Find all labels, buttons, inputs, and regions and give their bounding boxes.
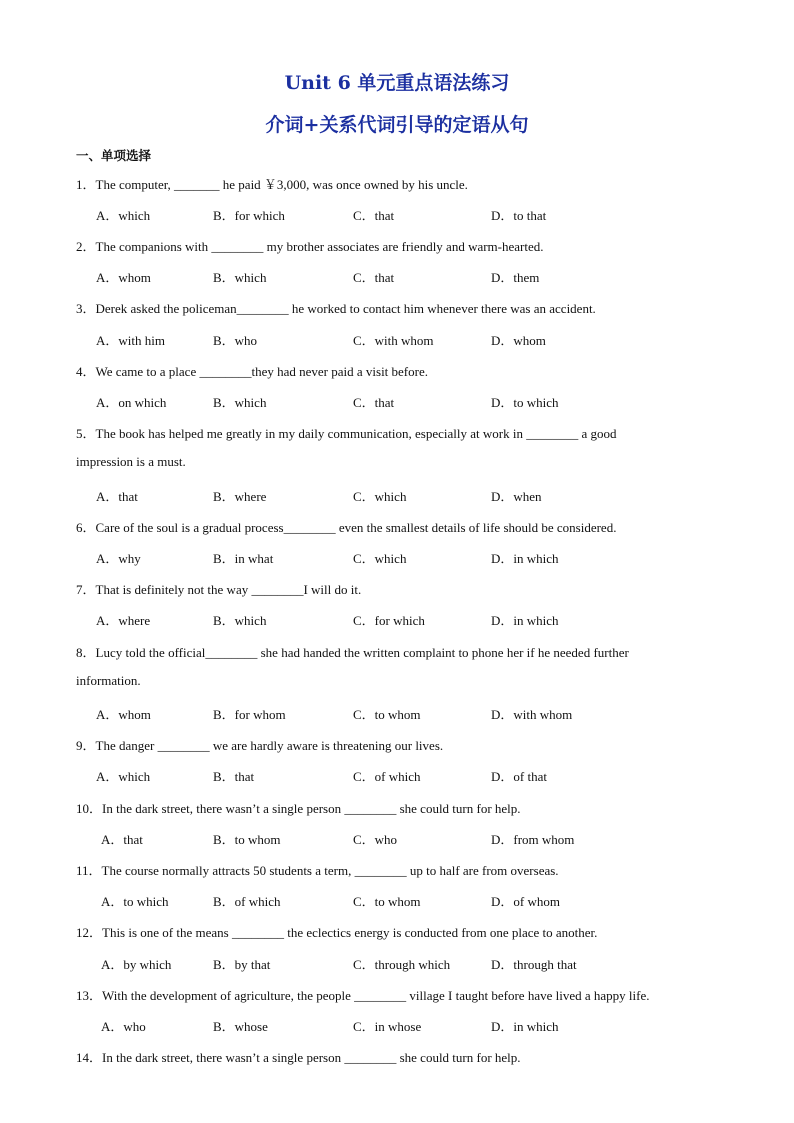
question-text: information.	[76, 673, 141, 688]
question-text: 11．The course normally attracts 50 students a term, ________ up to half are from overseas.	[76, 863, 559, 878]
question-text: 3．Derek asked the policeman________ he worked to contact him whenever there was an accident.	[76, 301, 596, 316]
answer-option[interactable]: B．to whom	[213, 832, 281, 847]
answer-option[interactable]: D．through that	[491, 957, 577, 972]
answer-option[interactable]: D．them	[491, 270, 540, 285]
question-text: 6．Care of the soul is a gradual process________ even the smallest details of life should be considered.	[76, 520, 617, 535]
answer-option[interactable]: D．of whom	[491, 894, 560, 909]
answer-option[interactable]: B．of which	[213, 894, 281, 909]
answer-option[interactable]: B．that	[213, 769, 255, 784]
answer-option[interactable]: A．to which	[101, 894, 169, 909]
question-text: 14．In the dark street, there wasn’t a single person ________ she could turn for help.	[76, 1050, 521, 1065]
answer-option[interactable]: A．who	[101, 1019, 146, 1034]
answer-option[interactable]: A．by which	[101, 957, 172, 972]
answer-option[interactable]: D．of that	[491, 769, 547, 784]
question-text: 1．The computer, _______ he paid ￥3,000, was once owned by his uncle.	[76, 177, 468, 192]
answer-option[interactable]: B．in what	[213, 551, 274, 566]
answer-option[interactable]: B．which	[213, 270, 267, 285]
question-text: 8．Lucy told the official________ she had handed the written complaint to phone her if he needed further	[76, 645, 629, 660]
answer-option[interactable]: A．that	[101, 832, 143, 847]
answer-option[interactable]: D．in which	[491, 1019, 559, 1034]
answer-option[interactable]: A．whom	[96, 707, 151, 722]
page-title: Unit 6 单元重点语法练习	[284, 72, 510, 94]
answer-option[interactable]: D．in which	[491, 613, 559, 628]
answer-option[interactable]: A．that	[96, 489, 138, 504]
question-text: 10．In the dark street, there wasn’t a single person ________ she could turn for help.	[76, 801, 521, 816]
question-text: 7．That is definitely not the way ________I will do it.	[76, 582, 362, 597]
question-text: 12．This is one of the means ________ the eclectics energy is conducted from one place to another.	[76, 925, 598, 940]
answer-option[interactable]: C．in whose	[353, 1019, 422, 1034]
question-text: 13．With the development of agriculture, the people ________ village I taught before have lived a happy life.	[76, 988, 650, 1003]
answer-option[interactable]: C．that	[353, 208, 395, 223]
answer-option[interactable]: D．when	[491, 489, 542, 504]
answer-option[interactable]: A．on which	[96, 395, 167, 410]
answer-option[interactable]: B．for which	[213, 208, 285, 223]
question-text: 2．The companions with ________ my brother associates are friendly and warm-hearted.	[76, 239, 544, 254]
answer-option[interactable]: A．why	[96, 551, 141, 566]
answer-option[interactable]: B．which	[213, 613, 267, 628]
answer-option[interactable]: C．which	[353, 551, 407, 566]
answer-option[interactable]: A．where	[96, 613, 151, 628]
answer-option[interactable]: B．whose	[213, 1019, 268, 1034]
question-text: 4．We came to a place ________they had never paid a visit before.	[76, 364, 428, 379]
answer-option[interactable]: B．which	[213, 395, 267, 410]
question-text: 5．The book has helped me greatly in my daily communication, especially at work in ________ a good	[76, 426, 617, 441]
answer-option[interactable]: A．with him	[96, 333, 165, 348]
answer-option[interactable]: D．in which	[491, 551, 559, 566]
answer-option[interactable]: C．which	[353, 489, 407, 504]
answer-option[interactable]: C．with whom	[353, 333, 434, 348]
answer-option[interactable]: C．of which	[353, 769, 421, 784]
answer-option[interactable]: A．which	[96, 769, 151, 784]
answer-option[interactable]: C．who	[353, 832, 398, 847]
answer-option[interactable]: D．with whom	[491, 707, 573, 722]
answer-option[interactable]: B．for whom	[213, 707, 286, 722]
answer-option[interactable]: A．which	[96, 208, 151, 223]
answer-option[interactable]: D．whom	[491, 333, 546, 348]
answer-option[interactable]: A．whom	[96, 270, 151, 285]
section-heading: 一、单项选择	[76, 148, 152, 163]
answer-option[interactable]: C．that	[353, 395, 395, 410]
answer-option[interactable]: C．through which	[353, 957, 451, 972]
answer-option[interactable]: C．to whom	[353, 707, 421, 722]
answer-option[interactable]: C．for which	[353, 613, 425, 628]
answer-option[interactable]: D．to that	[491, 208, 547, 223]
page-subtitle: 介词+关系代词引导的定语从句	[265, 114, 529, 136]
answer-option[interactable]: B．by that	[213, 957, 271, 972]
answer-option[interactable]: B．where	[213, 489, 267, 504]
question-text: 9．The danger ________ we are hardly aware is threatening our lives.	[76, 738, 444, 753]
answer-option[interactable]: C．that	[353, 270, 395, 285]
answer-option[interactable]: C．to whom	[353, 894, 421, 909]
answer-option[interactable]: B．who	[213, 333, 258, 348]
answer-option[interactable]: D．from whom	[491, 832, 575, 847]
question-text: impression is a must.	[76, 454, 186, 469]
answer-option[interactable]: D．to which	[491, 395, 559, 410]
